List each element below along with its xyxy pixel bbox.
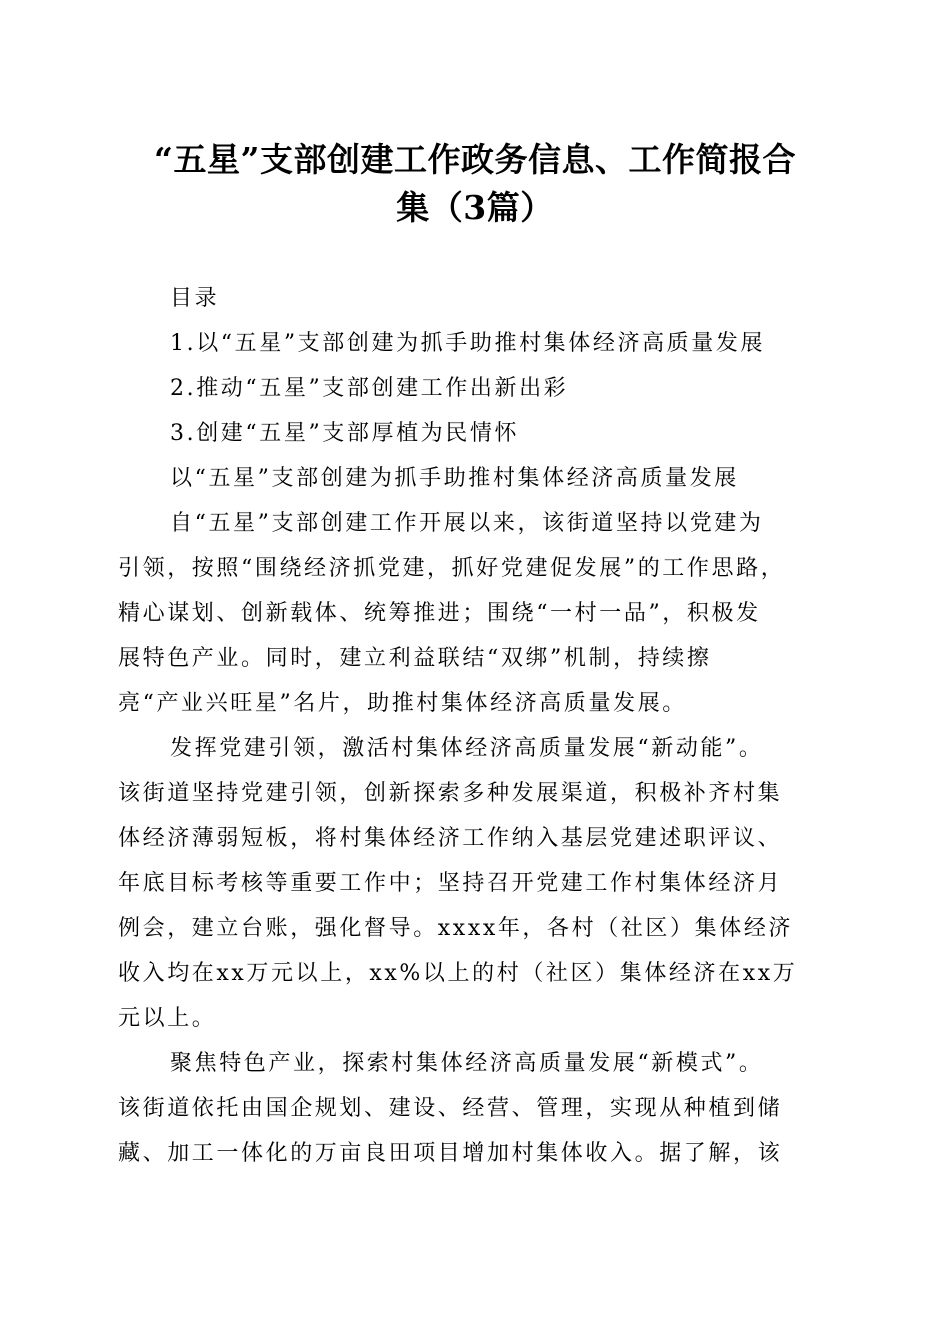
paragraph-1-line: 亮“产业兴旺星”名片，助推村集体经济高质量发展。 [118,691,687,716]
paragraph-3-line: 该街道依托由国企规划、建设、经营、管理，实现从种植到储 [118,1096,783,1121]
paragraph-1-line: 引领，按照“围绕经济抓党建，抓好党建促发展”的工作思路， [118,556,786,581]
toc-item-1: 1.以“五星”支部创建为抓手助推村集体经济高质量发展 [170,331,766,356]
paragraph-2-line: 收入均在xx万元以上，xx%以上的村（社区）集体经济在xx万 [118,961,798,986]
paragraph-1-line: 精心谋划、创新载体、统筹推进；围绕“一村一品”，积极发 [118,601,761,626]
paragraph-2-line: 体经济薄弱短板，将村集体经济工作纳入基层党建述职评议、 [118,826,783,851]
document-title [100,136,850,232]
title-line-1: “五星”支部创建工作政务信息、工作简报合 [154,140,796,179]
paragraph-1-line: 自“五星”支部创建工作开展以来，该街道坚持以党建为 [170,511,764,536]
toc-item-2: 2.推动“五星”支部创建工作出新出彩 [170,376,569,401]
paragraph-2-line: 元以上。 [118,1006,217,1031]
paragraph-2-line: 发挥党建引领，激活村集体经济高质量发展“新动能”。 [170,736,764,761]
paragraph-2-line: 该街道坚持党建引领，创新探索多种发展渠道，积极补齐村集 [118,781,783,806]
paragraph-3-line: 聚焦特色产业，探索村集体经济高质量发展“新模式”。 [170,1051,764,1076]
paragraph-2-line: 年底目标考核等重要工作中；坚持召开党建工作村集体经济月 [118,871,783,896]
toc-heading: 目录 [170,286,220,311]
section-title: 以“五星”支部创建为抓手助推村集体经济高质量发展 [170,466,739,491]
document-body [118,276,838,1176]
toc-item-3: 3.创建“五星”支部厚植为民情怀 [170,421,520,446]
title-line-2: 集（3篇） [396,188,554,227]
paragraph-1-line: 展特色产业。同时，建立利益联结“双绑”机制，持续擦 [118,646,712,671]
paragraph-3-line: 藏、加工一体化的万亩良田项目增加村集体收入。据了解，该 [118,1141,783,1166]
paragraph-2-line: 例会，建立台账，强化督导。xxxx年，各村（社区）集体经济 [118,916,794,941]
